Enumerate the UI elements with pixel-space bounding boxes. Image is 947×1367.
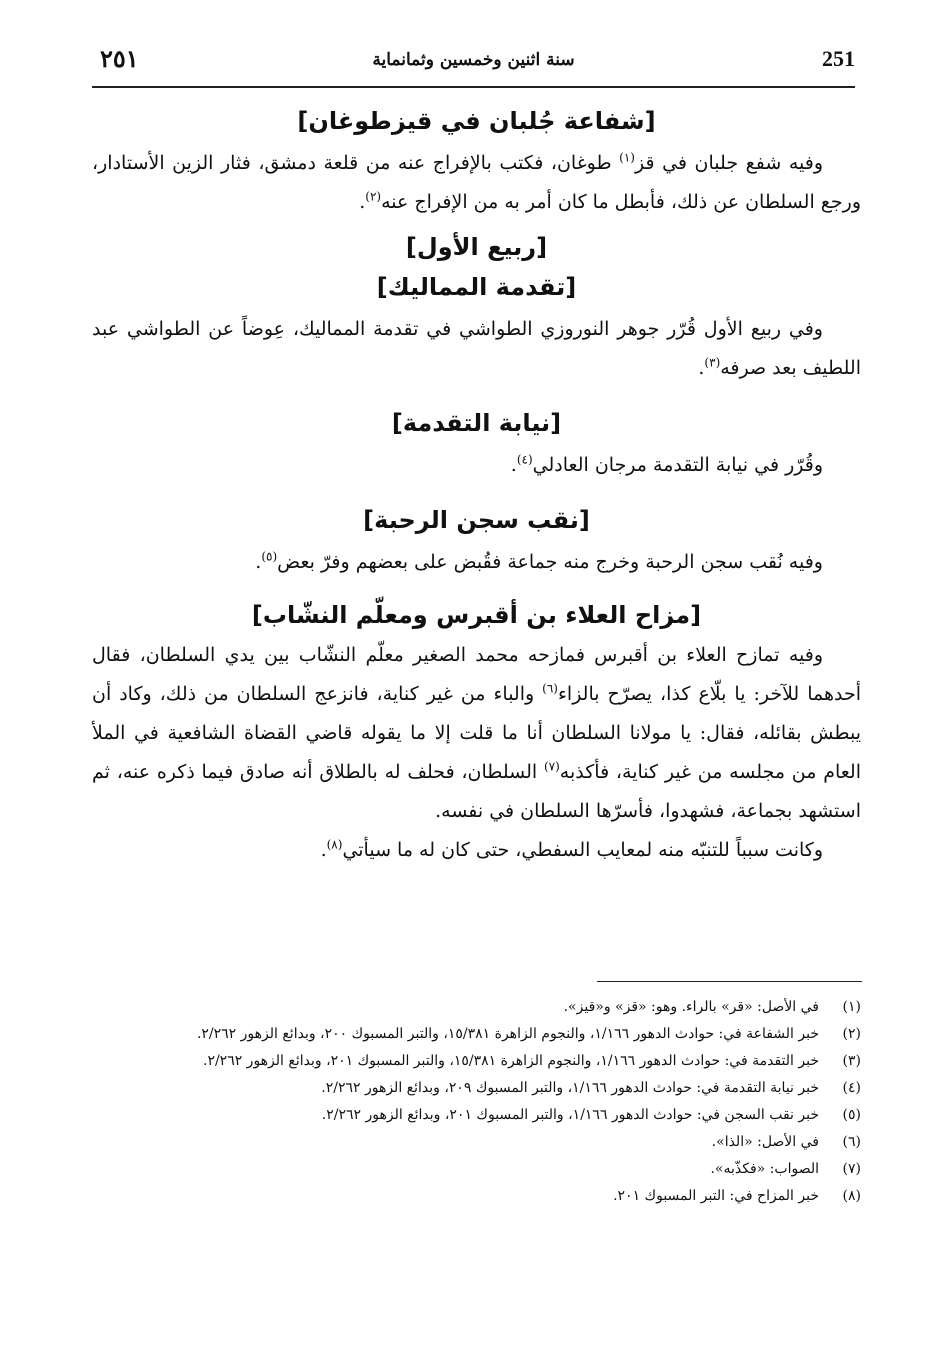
section-heading: [نيابة التقدمة] xyxy=(391,409,562,437)
page-header xyxy=(92,40,855,82)
paragraph-text: طوغان، فكتب بالإفراج عنه من قلعة دمشق، فثار الزين الأستادار، ورجع السلطان عن ذلك، فأبطل ما كان أمر به من الإفراج عنه xyxy=(92,152,861,213)
paragraph xyxy=(92,831,861,870)
footnote-text: في الأصل: «الذا». xyxy=(711,1134,819,1150)
footnote-ref: (١) xyxy=(619,150,635,165)
page-number: 251 xyxy=(822,46,855,71)
footnote-text: الصواب: «فكذّبه». xyxy=(710,1161,819,1177)
section-heading: [تقدمة المماليك] xyxy=(376,273,577,301)
footnote-ref: (٥) xyxy=(261,549,278,564)
footnote-ref: (٤) xyxy=(516,452,533,467)
paragraph-text: وقُرّر في نيابة التقدمة مرجان العادلي xyxy=(532,454,823,476)
section-heading: [ربيع الأول] xyxy=(405,233,548,261)
footnote xyxy=(92,1075,861,1102)
paragraph xyxy=(92,144,861,222)
section-heading: [مزاح العلاء بن أقبرس ومعلّم النشّاب] xyxy=(251,601,702,629)
footnote-number: (٢) xyxy=(842,1026,861,1042)
paragraph xyxy=(92,446,861,485)
paragraph xyxy=(92,310,861,388)
footnote-text: خبر المزاح في: التبر المسبوك ٢٠١. xyxy=(613,1188,819,1204)
paragraph-text: . xyxy=(320,839,327,861)
footnote-number: (٣) xyxy=(842,1053,861,1069)
footnote-ref: (٦) xyxy=(542,681,558,696)
footnote xyxy=(92,1048,861,1075)
footnote-text: خبر التقدمة في: حوادث الدهور ١/١٦٦، والنجوم الزاهرة ١٥/٣٨١، والتبر المسبوك ٢٠١، وبدائع الزهور ٢/٢٦٢. xyxy=(202,1053,819,1069)
footnotes xyxy=(92,994,861,1210)
footnote-text: في الأصل: «قر» بالراء. وهو: «قز» و«قيز». xyxy=(563,999,819,1015)
footnote-number: (٧) xyxy=(842,1161,861,1177)
footnote-ref: (٢) xyxy=(365,189,382,204)
paragraph-text: . xyxy=(698,357,705,379)
section-heading: [شفاعة جُلبان في قيزطوغان] xyxy=(297,107,656,135)
footnote-text: خبر نقب السجن في: حوادث الدهور ١/١٦٦، والتبر المسبوك ٢٠١، وبدائع الزهور ٢/٢٦٢. xyxy=(321,1107,819,1123)
footnote-number: (٨) xyxy=(842,1188,861,1204)
paragraph-text: وفيه تمازح العلاء بن أقبرس فمازحه محمد الصغير معلّم النشّاب بين يدي السلطان، فقال أحدهما للآخر: يا بلّاع كذا، يصرّح بالزاء xyxy=(92,644,861,705)
paragraph-text: وكانت سبباً للتنبّه منه لمعايب السفطي، حتى كان له ما سيأتي xyxy=(342,839,823,861)
footnote-rule xyxy=(597,981,862,982)
paragraph-text: . xyxy=(255,551,262,573)
footnote xyxy=(92,1156,861,1183)
paragraph-text: السلطان، فحلف له بالطلاق أنه صادق فيما ذكره عنه، ثم استشهد بجماعة، فشهدوا، فأسرّها السلطان في نفسه. xyxy=(92,761,861,822)
main-text xyxy=(92,104,861,870)
paragraph-text: والباء من غير كناية، فانزعج السلطان من ذلك، وكاد أن يبطش بقائله، فقال: يا مولانا السلطان أنا ما قلت إلا ما يقوله قاضي القضاة الشافعية في الملأ العام من مجلسه من غير كناية، فأكذبه xyxy=(92,683,861,783)
section-heading: [نقب سجن الرحبة] xyxy=(363,506,590,534)
footnote xyxy=(92,1102,861,1129)
header-rule xyxy=(92,86,855,88)
footnote xyxy=(92,994,861,1021)
footnote-text: خبر نيابة التقدمة في: حوادث الدهور ١/١٦٦، والتبر المسبوك ٢٠٩، وبدائع الزهور ٢/٢٦٢. xyxy=(321,1080,819,1096)
footnote-number: (١) xyxy=(842,999,861,1015)
paragraph xyxy=(92,543,861,582)
footnote-ref: (٧) xyxy=(543,759,560,774)
paragraph-text: وفيه شفع جلبان في قز xyxy=(634,152,823,174)
footnote xyxy=(92,1129,861,1156)
page-number-arabic: ٢٥١ xyxy=(100,44,139,73)
paragraph-text: وفي ربيع الأول قُرّر جوهر النوروزي الطواشي في تقدمة المماليك، عِوضاً عن الطواشي عبد اللطيف بعد صرفه xyxy=(92,318,861,379)
footnote-number: (٥) xyxy=(842,1107,861,1123)
footnote-ref: (٣) xyxy=(704,355,721,370)
paragraph xyxy=(92,636,861,831)
paragraph-text: . xyxy=(510,454,517,476)
footnote-number: (٦) xyxy=(842,1134,861,1150)
footnote-ref: (٨) xyxy=(326,837,343,852)
footnote-text: خبر الشفاعة في: حوادث الدهور ١/١٦٦، والنجوم الزاهرة ١٥/٣٨١، والتبر المسبوك ٢٠٠، وبدائع الزهور ٢/٢٦٢. xyxy=(196,1026,819,1042)
footnote xyxy=(92,1183,861,1210)
paragraph-text: وفيه نُقب سجن الرحبة وخرج منه جماعة فقُبض على بعضهم وفرّ بعض xyxy=(277,551,823,573)
footnote xyxy=(92,1021,861,1048)
paragraph-text: . xyxy=(359,191,366,213)
footnote-number: (٤) xyxy=(842,1080,861,1096)
running-title: سنة اثنين وخمسين وثمانماية xyxy=(372,50,575,70)
